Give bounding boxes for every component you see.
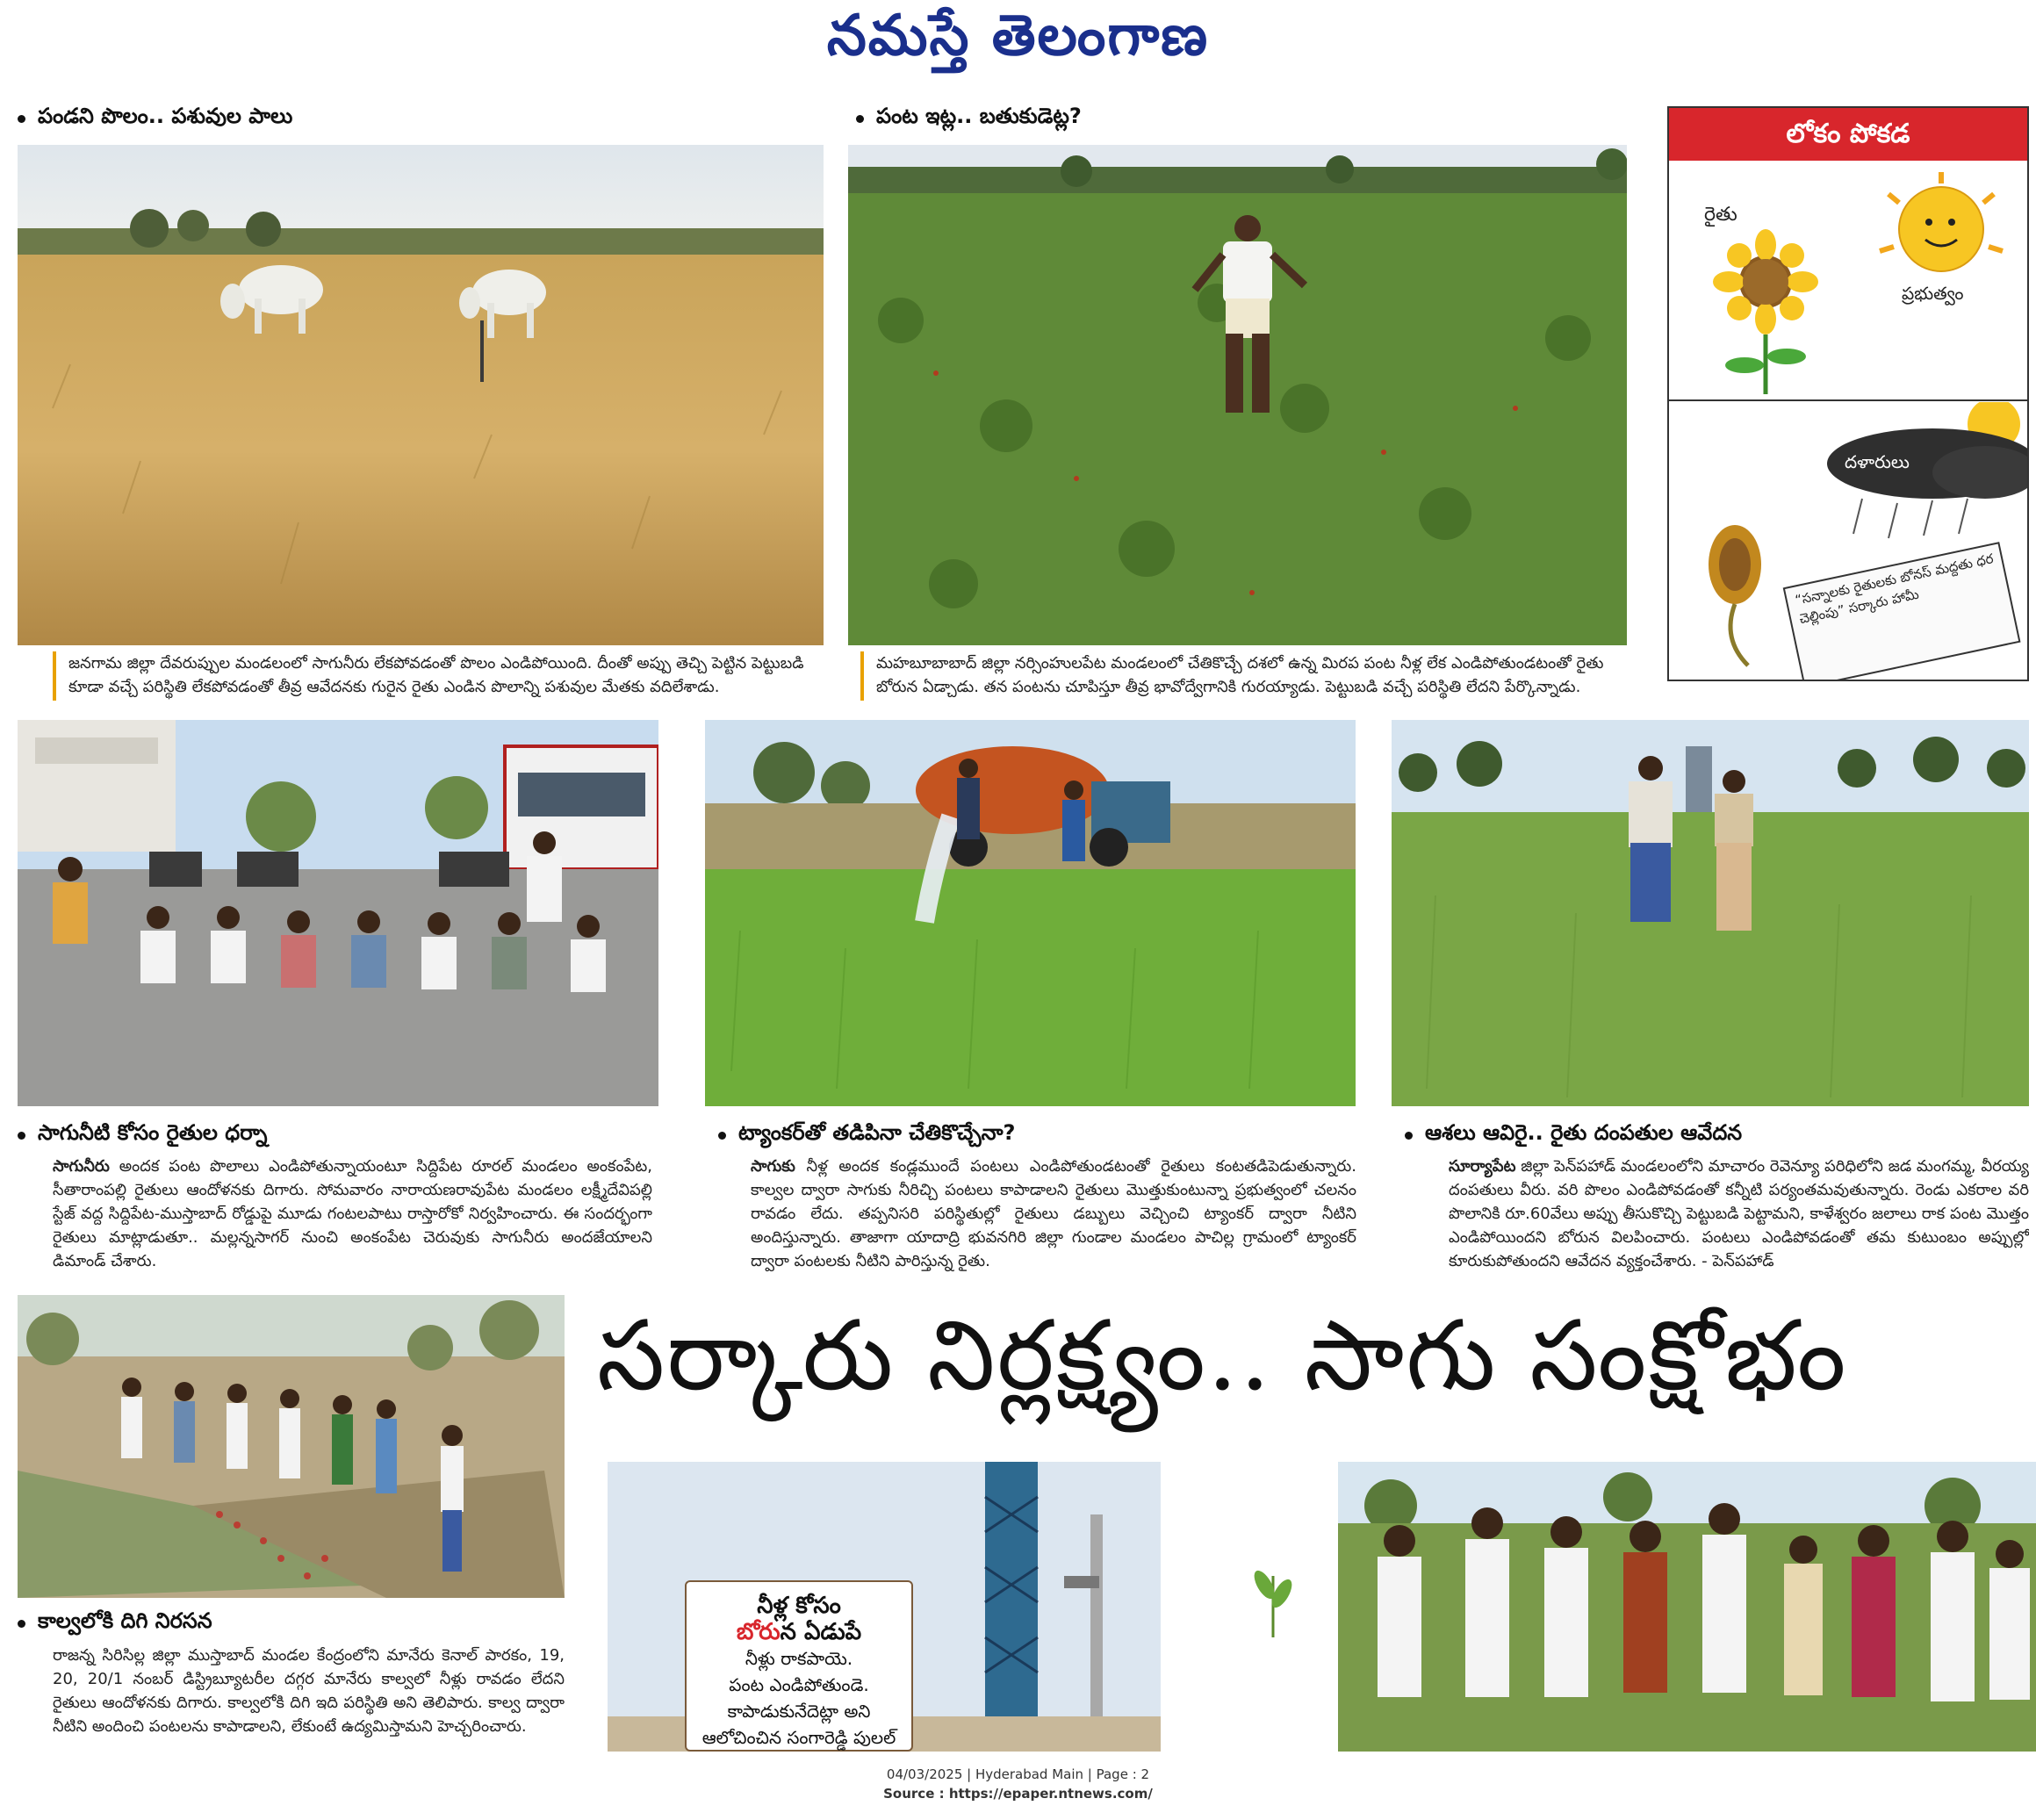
cartoon-divider bbox=[1669, 399, 2027, 401]
leaf-icon bbox=[1247, 1558, 1299, 1637]
story2-photo-farmer-chilli-field bbox=[848, 145, 1627, 645]
story4-body bbox=[751, 1155, 1356, 1286]
story5-headline: ఆశలు ఆవిరై.. రైతు దంపతుల ఆవేదన bbox=[1405, 1120, 1742, 1150]
footer-source-link[interactable]: Source : https://epaper.ntnews.com/ bbox=[883, 1786, 1153, 1802]
bullet-icon bbox=[18, 1132, 25, 1140]
bullet-icon bbox=[18, 115, 25, 123]
bullet-icon bbox=[856, 115, 864, 123]
story4-photo-tanker-watering bbox=[705, 720, 1356, 1106]
story4-lead: సాగుకు bbox=[751, 1157, 795, 1176]
story1-photo-cows-in-dry-field bbox=[18, 145, 824, 645]
story5-lead: సూర్యాపేట bbox=[1449, 1157, 1516, 1176]
story5-text: జిల్లా పెన్‌పహాడ్ మండలంలోని మాచారం రెవెన్యూ పరిధిలోని జడ మంగమ్మ, వీరయ్య దంపతులు వీరు. వరి పొలం ఎండిపోవడంతో కన్నీటి పర్యంతమవుతున్నారు. రెండు ఎకరాల వరి పొలానికి రూ.60వేలు అప్పు తీసుకొచ్చి పెట్టుబడి పెట్టామని, కాళేశ్వరం జలాలు రాక పంట మొత్తం ఎండిపోయిందని బోరున విలపించారు. పంటలు ఎండిపోవడంతో తమ కుటుంబం అప్పుల్లో కూరుకుపోతుందని ఆవేదన వ్యక్తంచేశారు. - పెన్‌పహాడ్ bbox=[1449, 1157, 2029, 1270]
story6-photo-farmers-in-canal bbox=[18, 1295, 565, 1598]
cartoon-newspaper-text: “సన్నాలకు రైతులకు బోనస్ మద్దతు ధర చెల్లింపు” సర్కారు హామీ bbox=[1794, 550, 1996, 628]
sidebox-line6: ఆలోచించిన సంగారెడ్డి పులల్ bbox=[701, 1727, 896, 1748]
story3-body bbox=[53, 1155, 652, 1286]
bullet-icon bbox=[1405, 1132, 1413, 1140]
footer bbox=[0, 1765, 2036, 1803]
story1-caption: జనగామ జిల్లా దేవరుప్పుల మండలంలో సాగునీరు లేకపోవడంతో పొలం ఎండిపోయింది. దీంతో అప్పు తెచ్చి పెట్టిన పెట్టుబడి కూడా వచ్చే పరిస్థితి లేకపోవడంతో తీవ్ర ఆవేదనకు గురైన రైతు ఎండిన పొలాన్ని పశువుల మేతకు వదిలేశాడు. bbox=[53, 651, 824, 701]
story3-text: అందక పంట పొలాలు ఎండిపోతున్నాయంటూ సిద్దిపేట రూరల్ మండలం అంకంపేట, సీతారాంపల్లి రైతులు ఆందోళనకు దిగారు. సోమవారం నారాయణరావుపేట మండలం లక్ష్మీదేవిపల్లి స్టేజ్ వద్ద సిద్దిపేట-ముస్తాబాద్ రోడ్డుపై మూడు గంటలపాటు రాస్తారోకో నిర్వహించారు. ఈ సందర్భంగా రైతులు మాట్లాడుతూ.. మల్లన్నసాగర్ నుంచి అంకంపేట చెరువుకు సాగునీరు అందజేయాలని డిమాండ్ చేశారు. bbox=[53, 1157, 652, 1270]
sidebox-line2 bbox=[695, 1619, 903, 1645]
bullet-icon bbox=[18, 1620, 25, 1628]
story2-headline: పంట ఇట్ల.. బతుకుడెట్ల? bbox=[856, 104, 1082, 133]
story3-headline: సాగునీటి కోసం రైతుల ధర్నా bbox=[18, 1120, 267, 1150]
story4-text: నీళ్ల అందక కండ్లముందే పంటలు ఎండిపోతుండటంతో రైతులు కంటతడిపెడుతున్నారు. కాల్వల ద్వారా సాగుకు నీరిచ్చి పంటలు కాపాడాలని రైతులు మొత్తుకుంటున్నా ప్రభుత్వంలో చలనం రావడం లేదు. తప్పనిసరి పరిస్థితుల్లో రైతులు డబ్బులు వెచ్చించి ట్యాంకర్ ద్వారా నీటిని అందిస్తున్నారు. తాజాగా యాదాద్రి భువనగిరి జిల్లా గుండాల మండలం పాచిల్ల గ్రామంలో ట్యాంకర్ ద్వారా పంటలకు నీటిని పారిస్తున్న రైతు. bbox=[751, 1157, 1356, 1270]
story6-body: రాజన్న సిరిసిల్ల జిల్లా ముస్తాబాద్ మండల కేంద్రంలోని మానేరు కెనాల్ పారకం, 19, 20, 20/1 నంబర్ డిస్ట్రిబ్యూటరీల దగ్గర మానేరు కాల్వలో నీళ్లు రావడం లేదని రైతులు ఆందోళనకు దిగారు. కాల్వలోకి దిగి ఇది పరిస్థితి అని తెలిపారు. కాల్వ ద్వారా నీటిని అందించి పంటలను కాపాడాలని, లేకుంటే ఉద్యమిస్తామని హెచ్చరించారు. bbox=[53, 1646, 565, 1736]
cartoon-panel-2 bbox=[1669, 402, 2027, 680]
sidebox-borewell bbox=[685, 1580, 913, 1752]
sidebox-line5: కాపాడుకునేదెట్లా అని bbox=[727, 1701, 871, 1722]
cartoon-label-farmer: రైతు bbox=[1704, 204, 1737, 226]
story4-headline: ట్యాంకర్‌తో తడిపినా చేతికొచ్చేనా? bbox=[718, 1120, 1015, 1150]
story2-caption: మహబూబాబాద్ జిల్లా నర్సింహులపేట మండలంలో చేతికొచ్చే దశలో ఉన్న మిరప పంట నీళ్ల లేక ఎండిపోతుండటంతో రైతు బోరున ఏడ్చాడు. తన పంటను చూపిస్తూ తీవ్ర భావోద్వేగానికి గురయ్యాడు. పెట్టుబడి వచ్చే పరిస్థితి లేదని పేర్కొన్నాడు. bbox=[860, 651, 1633, 701]
story1-headline: పండని పొలం.. పశువుల పాలు bbox=[18, 104, 292, 133]
masthead-title: నమస్తే తెలంగాణ bbox=[826, 2, 1210, 68]
main-headline: సర్కారు నిర్లక్ష్యం.. సాగు సంక్షోభం bbox=[597, 1299, 1848, 1412]
bullet-icon bbox=[718, 1132, 726, 1140]
sidebox-line2-rest: న ఏడుపే bbox=[780, 1619, 862, 1645]
cartoon-label-middlemen: దళారులు bbox=[1845, 451, 1910, 472]
sidebox-line3: నీళ్లు రాకపాయె. bbox=[745, 1648, 853, 1669]
cartoon-title: లోకం పోకడ bbox=[1669, 108, 2027, 161]
sidebox-line1: నీళ్ల కోసం bbox=[757, 1593, 841, 1619]
cartoon-panel-1 bbox=[1669, 168, 2027, 398]
story5-body bbox=[1449, 1155, 2029, 1313]
story3-lead: సాగునీరు bbox=[53, 1157, 110, 1176]
masthead bbox=[0, 0, 2036, 83]
story5-photo-farmer-couple bbox=[1392, 720, 2029, 1106]
footer-date-edition: 04/03/2025 | Hyderabad Main | Page : 2 bbox=[886, 1766, 1150, 1782]
sidebox-line4: పంట ఎండిపోతుండె. bbox=[729, 1674, 869, 1695]
sidebox-line2-red: బోరు bbox=[736, 1619, 781, 1645]
story6-headline: కాల్వలోకి దిగి నిరసన bbox=[18, 1608, 212, 1638]
cartoon-box bbox=[1667, 106, 2029, 681]
cartoon-label-government: ప్రభుత్వం bbox=[1902, 283, 1964, 304]
story3-photo-farmers-dharna bbox=[18, 720, 658, 1106]
photo-leaders-visiting-field bbox=[1338, 1462, 2036, 1752]
